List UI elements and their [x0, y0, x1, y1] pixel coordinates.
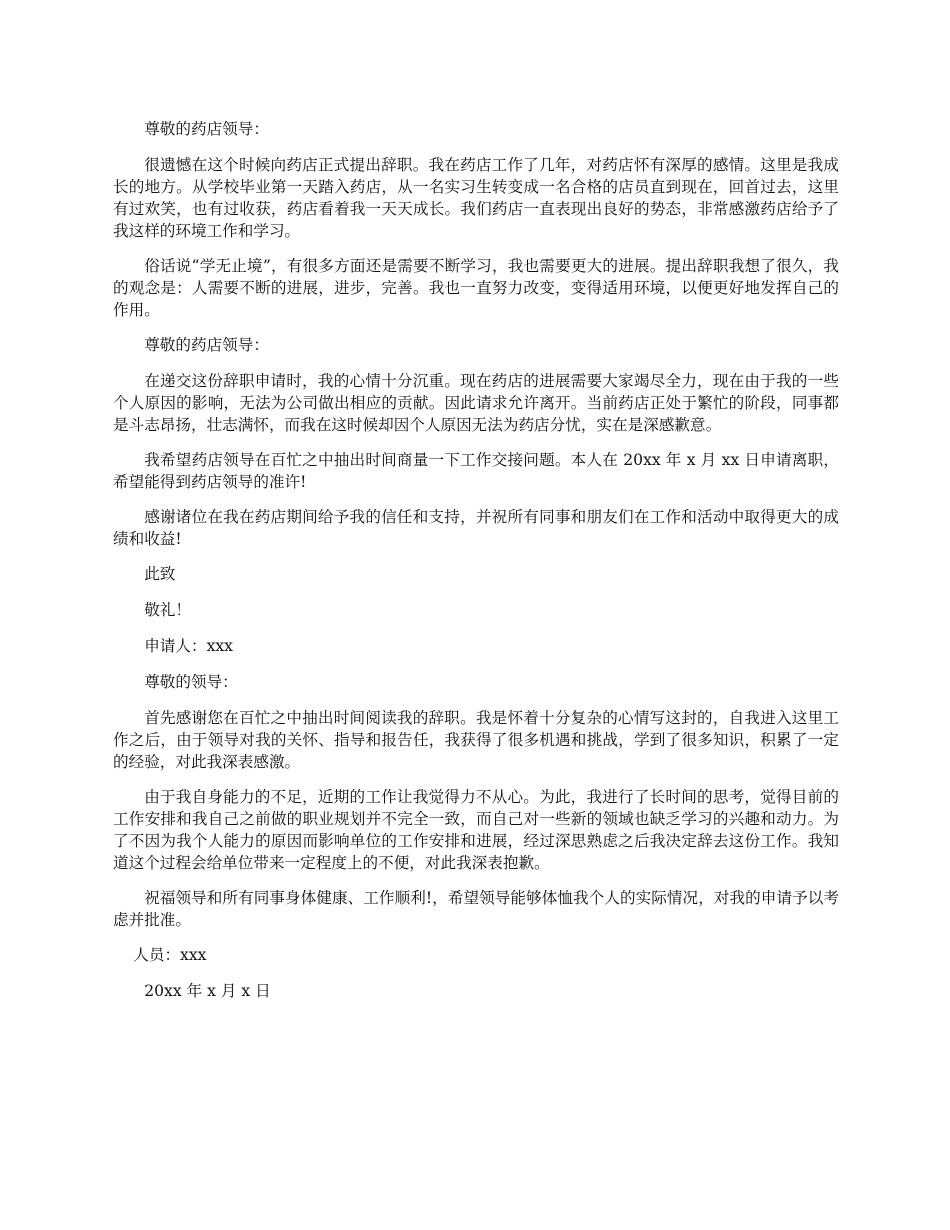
- salutation: 尊敬的药店领导：: [144, 336, 269, 354]
- body-paragraph: 祝福领导和所有同事身体健康、工作顺利!，希望领导能够体恤我个人的实际情况，对我的申请予以考虑并批准。: [113, 889, 839, 929]
- closing-line: 敬礼！: [144, 601, 191, 619]
- body-paragraph: 我希望药店领导在百忙之中抽出时间商量一下工作交接问题。本人在 20xx 年 x 月 xx 日申请离职，希望能得到药店领导的准许!: [113, 451, 839, 491]
- salutation: 尊敬的药店领导：: [144, 120, 269, 138]
- date-line: 20xx 年 x 月 x 日: [144, 982, 271, 1000]
- body-paragraph: 很遗憾在这个时候向药店正式提出辞职。我在药店工作了几年，对药店怀有深厚的感情。这里是我成长的地方。从学校毕业第一天踏入药店，从一名实习生转变成一名合格的店员直到现在，回首过去，这里有过欢笑，也有过收获，药店看着我一天天成长。我们药店一直表现出良好的势态，非常感激药店给予了我这样的环境工作和学习。: [113, 156, 839, 240]
- body-paragraph: 首先感谢您在百忙之中抽出时间阅读我的辞职。我是怀着十分复杂的心情写这封的，自我进入这里工作之后，由于领导对我的关怀、指导和报告任，我获得了很多机遇和挑战，学到了很多知识，积累了一定的经验，对此我深表感激。: [113, 709, 839, 771]
- document-page: [113, 118, 839, 1016]
- body-paragraph: 俗话说“学无止境”，有很多方面还是需要不断学习，我也需要更大的进展。提出辞职我想了很久，我的观念是：人需要不断的进展，进步，完善。我也一直努力改变，变得适用环境，以便更好地发挥自己的作用。: [113, 257, 839, 319]
- body-paragraph: 由于我自身能力的不足，近期的工作让我觉得力不从心。为此，我进行了长时间的思考，觉得目前的工作安排和我自己之前做的职业规划并不完全一致，而自己对一些新的领域也缺乏学习的兴趣和动力。为了不因为我个人能力的原因而影响单位的工作安排和进展，经过深思熟虑之后我决定辞去这份工作。我知道这个过程会给单位带来一定程度上的不便，对此我深表抱歉。: [113, 788, 839, 872]
- body-paragraph: 感谢诸位在我在药店期间给予我的信任和支持，并祝所有同事和朋友们在工作和活动中取得更大的成绩和收益!: [113, 508, 839, 548]
- signature-line: 人员：xxx: [133, 946, 207, 964]
- body-paragraph: 在递交这份辞职申请时，我的心情十分沉重。现在药店的进展需要大家竭尽全力，现在由于我的一些个人原因的影响，无法为公司做出相应的贡献。因此请求允许离开。当前药店正处于繁忙的阶段，同事都是斗志昂扬，壮志满怀，而我在这时候却因个人原因无法为药店分忧，实在是深感歉意。: [113, 372, 839, 434]
- salutation: 尊敬的领导：: [144, 673, 238, 691]
- closing-line: 此致: [144, 565, 176, 583]
- signature-line: 申请人：xxx: [144, 637, 233, 655]
